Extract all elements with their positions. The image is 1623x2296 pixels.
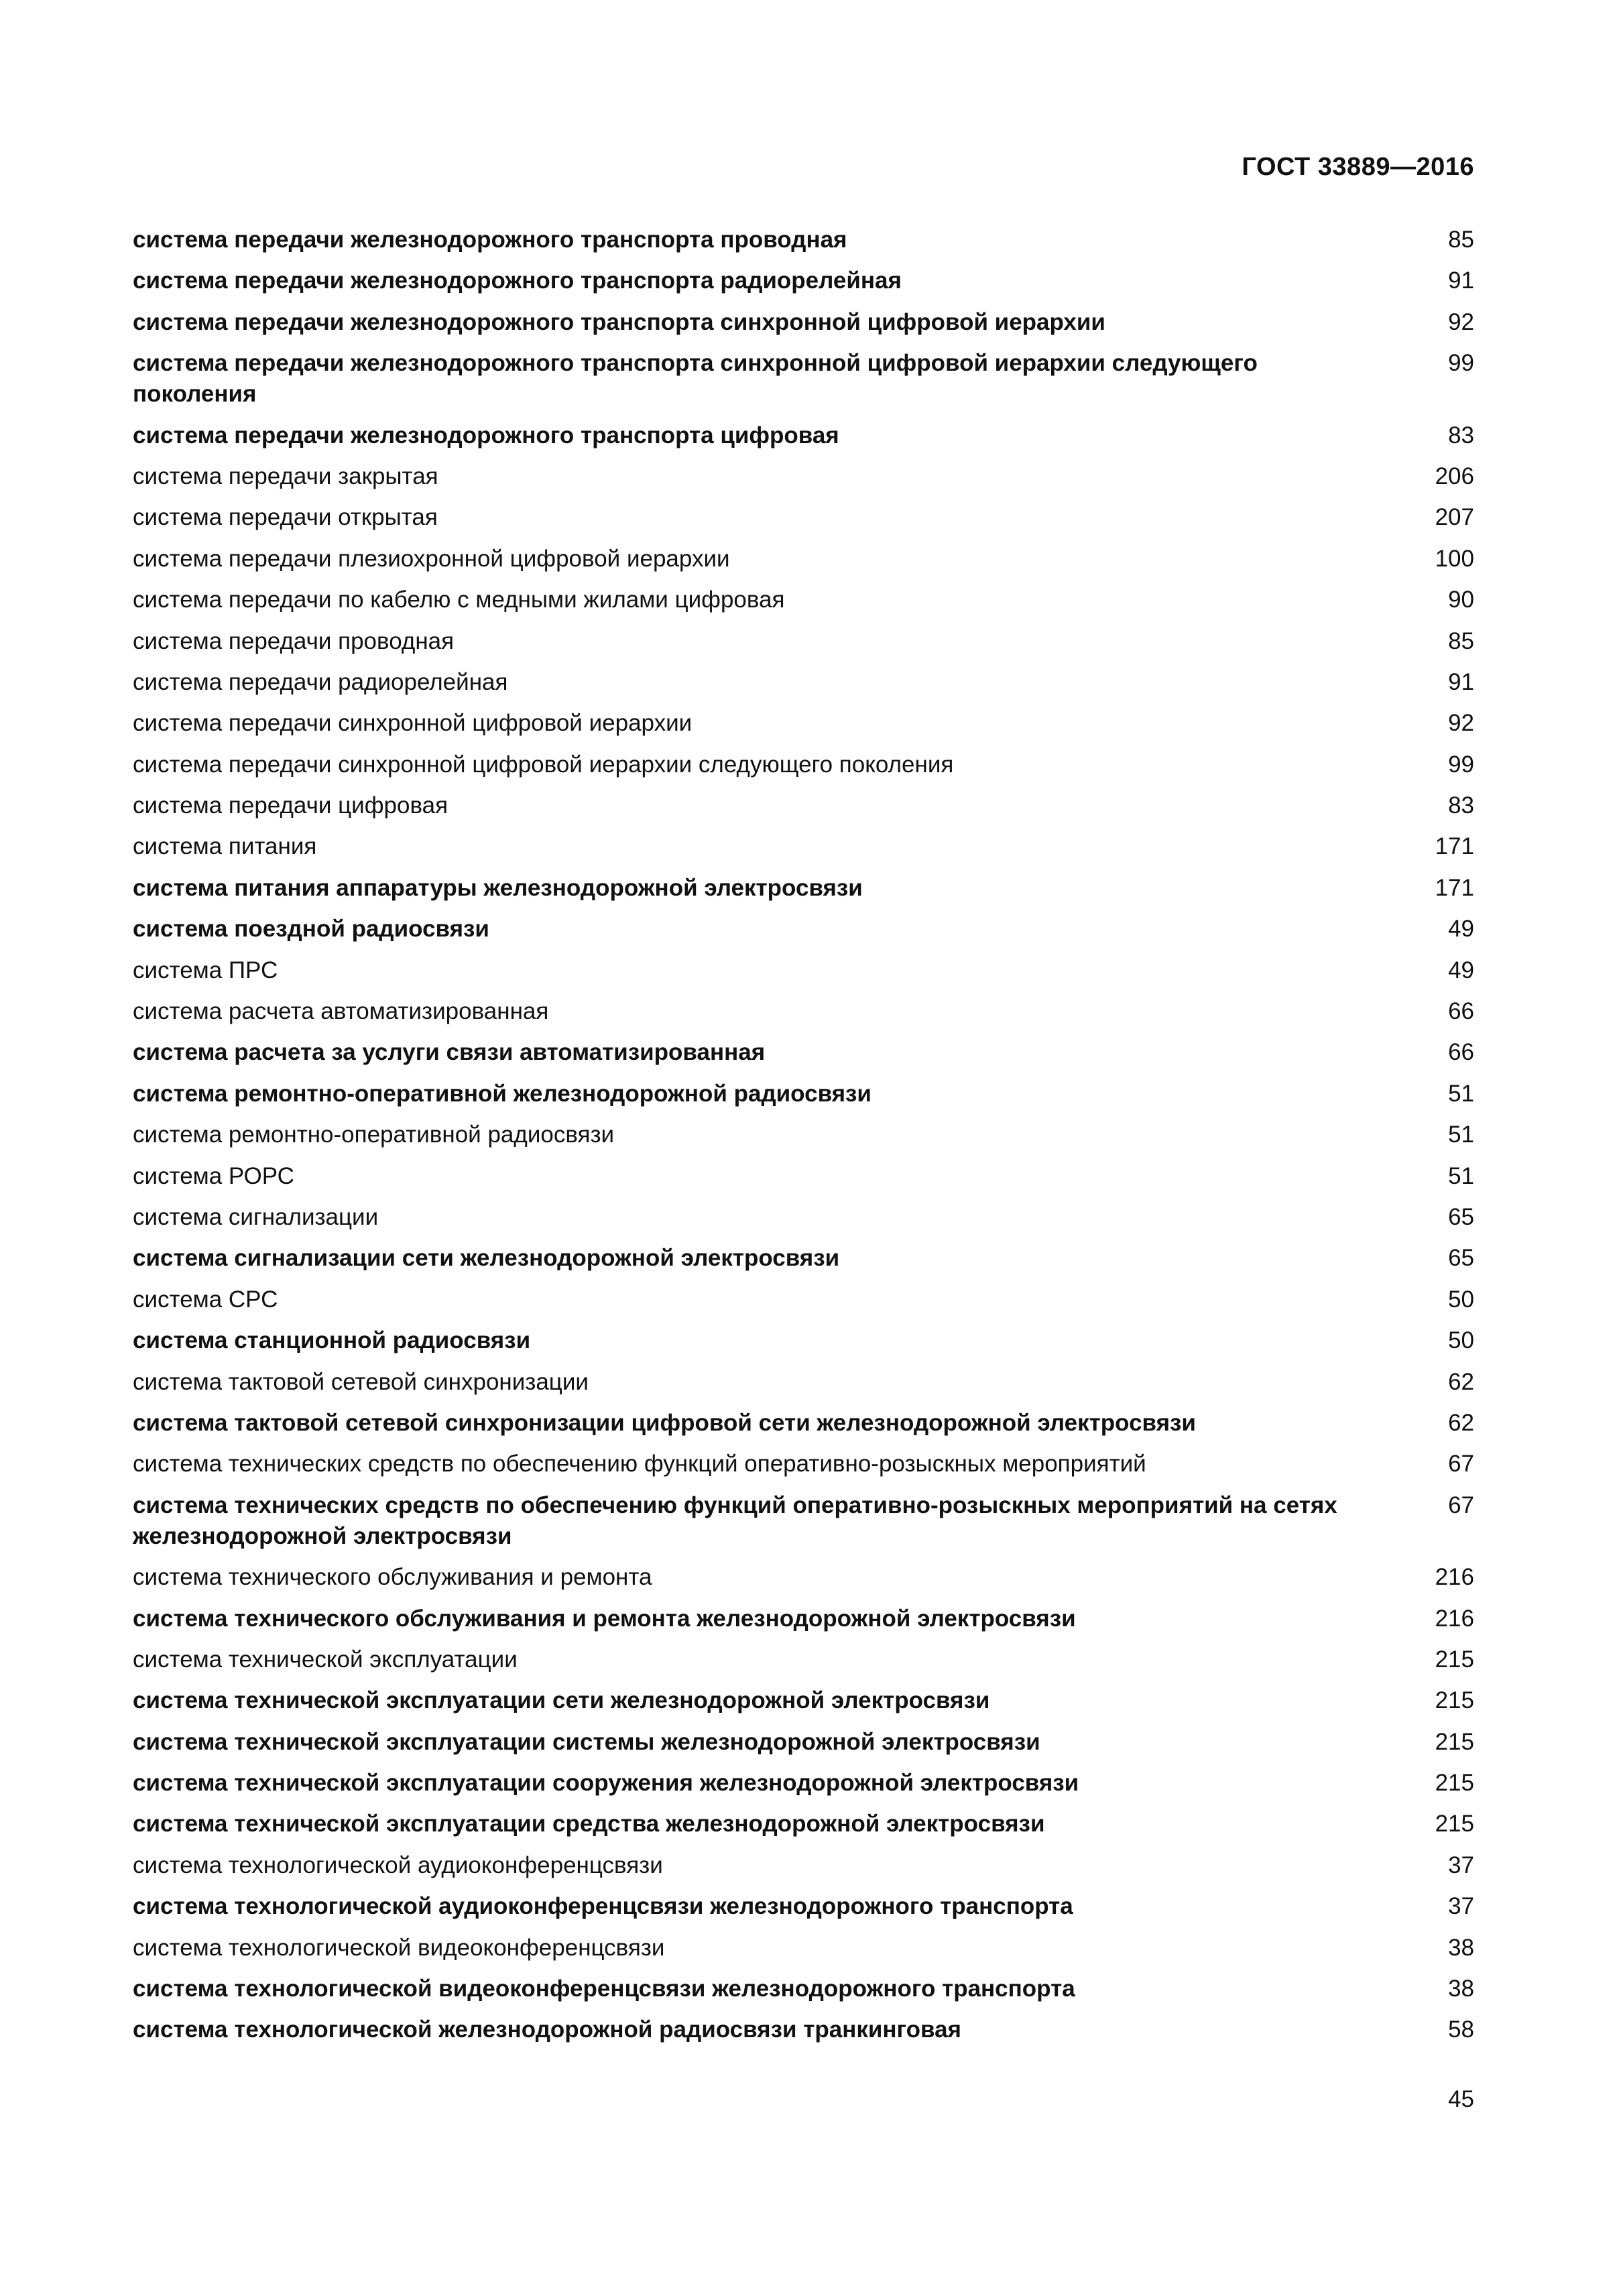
index-entry bbox=[133, 626, 1474, 657]
index-entry bbox=[133, 1037, 1474, 1068]
index-term: система ремонтно-оперативной железнодорожной радиосвязи bbox=[133, 1080, 871, 1107]
index-page-ref: 215 bbox=[1435, 1770, 1474, 1797]
index-page-ref: 207 bbox=[1435, 504, 1474, 531]
index-entry bbox=[133, 1768, 1474, 1799]
index-page-ref: 99 bbox=[1448, 350, 1474, 377]
index-entry bbox=[133, 585, 1474, 615]
index-page-ref: 216 bbox=[1435, 1564, 1474, 1591]
index-page-ref: 215 bbox=[1435, 1646, 1474, 1673]
index-entry bbox=[133, 873, 1474, 904]
index-term: система передачи железнодорожного транспорта синхронной цифровой иерархии bbox=[133, 308, 1105, 335]
index-term: система сигнализации bbox=[133, 1203, 379, 1230]
index-entry bbox=[133, 1727, 1474, 1758]
index-list bbox=[133, 225, 1474, 2056]
index-term: система расчета за услуги связи автоматизированная bbox=[133, 1039, 766, 1066]
index-term: система тактовой сетевой синхронизации bbox=[133, 1368, 589, 1395]
index-entry bbox=[133, 1367, 1474, 1398]
index-term: система передачи железнодорожного транспорта синхронной цифровой иерархии следующего поколения bbox=[133, 350, 1258, 408]
index-page-ref: 38 bbox=[1448, 1976, 1474, 2002]
index-term: система РОРС bbox=[133, 1162, 294, 1189]
index-page-ref: 51 bbox=[1448, 1080, 1474, 1107]
index-term: система технических средств по обеспечению функций оперативно-розыскных мероприятий bbox=[133, 1451, 1146, 1477]
index-entry bbox=[133, 955, 1474, 986]
index-term: система технологической аудиоконференцсвязи bbox=[133, 1852, 663, 1878]
index-page-ref: 66 bbox=[1448, 998, 1474, 1025]
index-entry bbox=[133, 1562, 1474, 1593]
index-page-ref: 62 bbox=[1448, 1409, 1474, 1436]
index-entry bbox=[133, 1809, 1474, 1839]
index-term: система технологической аудиоконференцсвязи железнодорожного транспорта bbox=[133, 1893, 1073, 1920]
index-term: система станционной радиосвязи bbox=[133, 1327, 531, 1354]
index-entry bbox=[133, 1284, 1474, 1315]
index-term: система передачи железнодорожного транспорта проводная bbox=[133, 227, 847, 253]
index-page-ref: 100 bbox=[1435, 545, 1474, 572]
index-term: система расчета автоматизированная bbox=[133, 998, 549, 1025]
index-entry bbox=[133, 914, 1474, 945]
index-page-ref: 171 bbox=[1435, 874, 1474, 901]
index-entry bbox=[133, 1161, 1474, 1192]
index-term: система технической эксплуатации сооружения железнодорожной электросвязи bbox=[133, 1770, 1079, 1797]
index-page-ref: 90 bbox=[1448, 587, 1474, 613]
index-term: система передачи плезиохронной цифровой иерархии bbox=[133, 545, 730, 572]
index-page-ref: 67 bbox=[1448, 1451, 1474, 1477]
index-page-ref: 85 bbox=[1448, 627, 1474, 654]
index-page-ref: 62 bbox=[1448, 1368, 1474, 1395]
index-term: система технических средств по обеспечению функций оперативно-розыскных мероприятий на сетях железнодорожной электросвязи bbox=[133, 1492, 1337, 1549]
index-page-ref: 38 bbox=[1448, 1934, 1474, 1961]
index-entry bbox=[133, 2014, 1474, 2045]
index-entry bbox=[133, 1079, 1474, 1109]
index-entry bbox=[133, 1850, 1474, 1881]
index-term: система передачи железнодорожного транспорта цифровая bbox=[133, 422, 839, 448]
index-entry bbox=[133, 502, 1474, 533]
index-page-ref: 216 bbox=[1435, 1605, 1474, 1632]
index-page-ref: 99 bbox=[1448, 751, 1474, 778]
document-code-header: ГОСТ 33889—2016 bbox=[1242, 153, 1474, 181]
index-entry bbox=[133, 708, 1474, 739]
index-term: система передачи проводная bbox=[133, 627, 455, 654]
index-entry bbox=[133, 1408, 1474, 1439]
index-page-ref: 50 bbox=[1448, 1286, 1474, 1313]
index-term: система передачи открытая bbox=[133, 504, 438, 531]
index-term: система передачи по кабелю с медными жилами цифровая bbox=[133, 587, 785, 613]
index-entry bbox=[133, 420, 1474, 451]
index-page-ref: 37 bbox=[1448, 1893, 1474, 1920]
index-term: система поездной радиосвязи bbox=[133, 916, 489, 943]
page-number: 45 bbox=[1448, 2086, 1474, 2112]
index-page-ref: 65 bbox=[1448, 1203, 1474, 1230]
index-page-ref: 92 bbox=[1448, 710, 1474, 737]
index-term: система технического обслуживания и ремонта железнодорожной электросвязи bbox=[133, 1605, 1076, 1632]
index-entry bbox=[133, 544, 1474, 575]
index-page-ref: 92 bbox=[1448, 308, 1474, 335]
index-term: система технической эксплуатации bbox=[133, 1646, 518, 1673]
index-entry bbox=[133, 225, 1474, 255]
index-entry bbox=[133, 307, 1474, 338]
index-page-ref: 83 bbox=[1448, 792, 1474, 819]
index-page-ref: 215 bbox=[1435, 1811, 1474, 1837]
index-entry bbox=[133, 831, 1474, 862]
index-entry bbox=[133, 1325, 1474, 1356]
index-page-ref: 50 bbox=[1448, 1327, 1474, 1354]
index-term: система технологической видеоконференцсвязи bbox=[133, 1934, 665, 1961]
index-entry bbox=[133, 1891, 1474, 1922]
index-entry bbox=[133, 461, 1474, 492]
index-entry bbox=[133, 265, 1474, 296]
index-entry bbox=[133, 667, 1474, 698]
index-term: система передачи железнодорожного транспорта радиорелейная bbox=[133, 267, 902, 294]
index-page-ref: 49 bbox=[1448, 957, 1474, 983]
index-term: система ПРС bbox=[133, 957, 278, 983]
index-page-ref: 171 bbox=[1435, 833, 1474, 860]
index-page-ref: 37 bbox=[1448, 1852, 1474, 1878]
index-term: система технической эксплуатации сети железнодорожной электросвязи bbox=[133, 1687, 990, 1714]
index-term: система технической эксплуатации системы железнодорожной электросвязи bbox=[133, 1728, 1040, 1755]
index-page-ref: 215 bbox=[1435, 1687, 1474, 1714]
index-term: система питания bbox=[133, 833, 317, 860]
index-entry bbox=[133, 1933, 1474, 1963]
index-term: система передачи цифровая bbox=[133, 792, 448, 819]
index-page-ref: 91 bbox=[1448, 267, 1474, 294]
index-term: система передачи радиорелейная bbox=[133, 668, 508, 695]
index-entry bbox=[133, 1644, 1474, 1675]
index-entry bbox=[133, 1243, 1474, 1274]
index-page-ref: 51 bbox=[1448, 1122, 1474, 1148]
index-entry bbox=[133, 1685, 1474, 1716]
index-term: система технологической видеоконференцсвязи железнодорожного транспорта bbox=[133, 1976, 1075, 2002]
index-page-ref: 66 bbox=[1448, 1039, 1474, 1066]
index-page-ref: 91 bbox=[1448, 668, 1474, 695]
index-page-ref: 67 bbox=[1448, 1492, 1474, 1518]
index-term: система передачи закрытая bbox=[133, 463, 438, 489]
index-entry bbox=[133, 749, 1474, 780]
index-entry bbox=[133, 1120, 1474, 1150]
index-term: система передачи синхронной цифровой иерархии bbox=[133, 710, 693, 737]
index-term: система ремонтно-оперативной радиосвязи bbox=[133, 1122, 615, 1148]
index-page-ref: 49 bbox=[1448, 916, 1474, 943]
index-term: система питания аппаратуры железнодорожной электросвязи bbox=[133, 874, 863, 901]
index-term: система технической эксплуатации средства железнодорожной электросвязи bbox=[133, 1811, 1045, 1837]
index-entry bbox=[133, 996, 1474, 1027]
index-page-ref: 58 bbox=[1448, 2016, 1474, 2043]
index-page-ref: 83 bbox=[1448, 422, 1474, 448]
index-entry bbox=[133, 1449, 1474, 1479]
index-term: система технологической железнодорожной радиосвязи транкинговая bbox=[133, 2016, 961, 2043]
index-entry bbox=[133, 790, 1474, 821]
index-term: система тактовой сетевой синхронизации цифровой сети железнодорожной электросвязи bbox=[133, 1409, 1196, 1436]
index-term: система передачи синхронной цифровой иерархии следующего поколения bbox=[133, 751, 954, 778]
index-term: система СРС bbox=[133, 1286, 278, 1313]
index-page-ref: 85 bbox=[1448, 227, 1474, 253]
index-page-ref: 65 bbox=[1448, 1245, 1474, 1272]
index-term: система технического обслуживания и ремонта bbox=[133, 1564, 652, 1591]
index-page-ref: 215 bbox=[1435, 1728, 1474, 1755]
index-entry bbox=[133, 348, 1474, 410]
index-entry bbox=[133, 1202, 1474, 1233]
index-entry bbox=[133, 1490, 1474, 1552]
index-entry bbox=[133, 1974, 1474, 2004]
index-page-ref: 51 bbox=[1448, 1162, 1474, 1189]
index-page-ref: 206 bbox=[1435, 463, 1474, 489]
index-entry bbox=[133, 1604, 1474, 1634]
index-term: система сигнализации сети железнодорожной электросвязи bbox=[133, 1245, 840, 1272]
